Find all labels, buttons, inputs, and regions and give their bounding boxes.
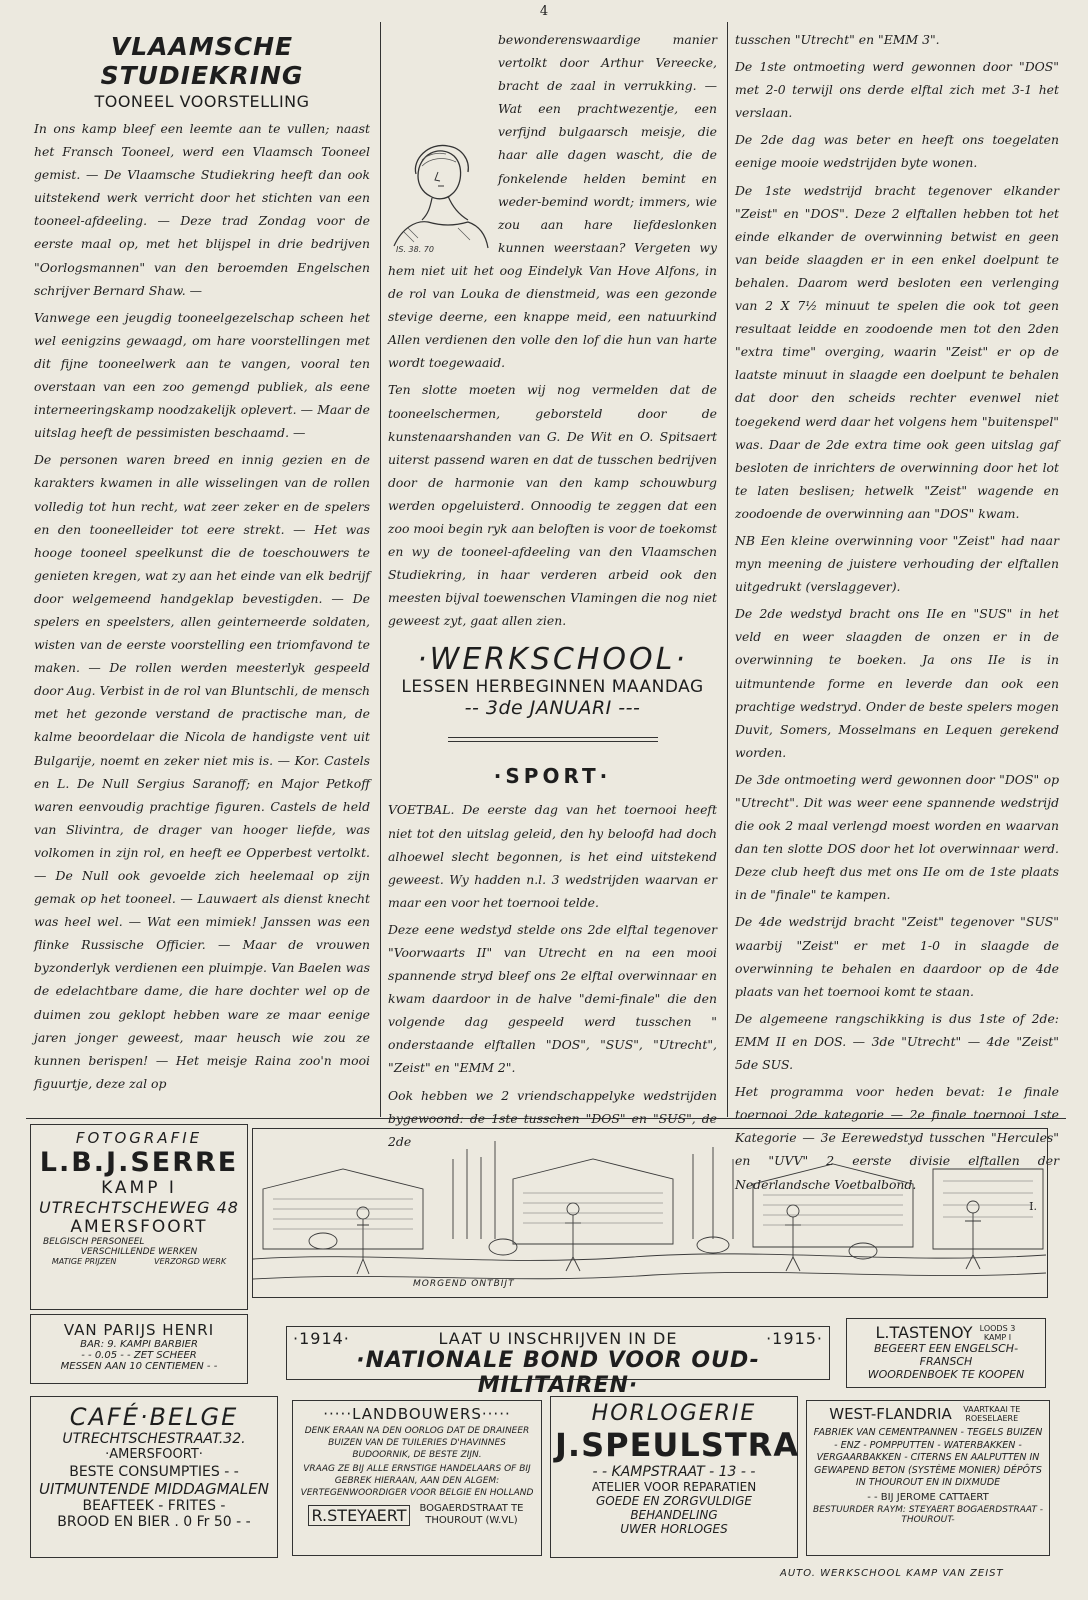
landbouwers-title: ·····LANDBOUWERS····· xyxy=(323,1405,511,1423)
report-paragraph: Het programma voor heden bevat: 1e finale toernooi 2de kategorie — 2e finale toernooi 1ste Kategorie — 3e Eerewedstyd tusschen "Hercules" en "UVV" 2 eerste divisie elftallen der Nederlandsche Voetbalbond. xyxy=(735,1084,1059,1192)
westflandria-location: VAARTKAAI TE ROESELAERE xyxy=(963,1405,1021,1423)
westflandria-ad xyxy=(806,1400,1050,1556)
werkschool-date: -- 3de JANUARI --- xyxy=(464,697,641,720)
horlogerie-line: GOEDE EN ZORGVULDIGE BEHANDELING xyxy=(596,1494,752,1522)
fotografie-name: L.B.J.SERRE xyxy=(39,1147,239,1178)
breakfast-sketch xyxy=(252,1128,1048,1298)
fotografie-city: AMERSFOORT xyxy=(70,1217,208,1237)
landbouwers-text: VRAAG ZE BIJ ALLE ERNSTIGE HANDELAARS OF BIJ GEBREK HIERAAN, AAN DEN ALGEM: VERTEGENWOORDIGER VOOR BELGIE EN HOLLAND xyxy=(300,1464,534,1498)
westflandria-name: WEST-FLANDRIA xyxy=(829,1405,952,1423)
westflandria-bestuurder: BESTUURDER RAYM: STEYAERT BOGAERDSTRAAT -THOUROUT- xyxy=(813,1504,1043,1525)
review-paragraph: Ten slotte moeten wij nog vermelden dat de tooneelschermen, geborsteld door de kunstenaarshanden van G. De Wit en O. Spitsaert uiterst passend waren en dat de tusschen bedrijven door de harmonie van den kamp schouwburg werden opgeluisterd. Onnoodig te zeggen dat een zoo mooi begin ryk aan beloften is voor de toekomst en wy de tooneel-afdeeling van den Vlaamschen Studiekring, in haar verderen arbeid ook den meesten bijval toewenschen Vlamingen die nog niet geweest zyt, gaat allen zien. xyxy=(388,382,717,629)
sport-title: ·SPORT· xyxy=(493,764,612,789)
sport-title-text: SPORT xyxy=(505,764,600,789)
horlogerie-line: UWER HORLOGES xyxy=(620,1522,728,1536)
report-paragraph: tusschen "Utrecht" en "EMM 3". xyxy=(735,32,940,47)
separator-line xyxy=(448,741,658,742)
cafe-name: CAFÉ·BELGE xyxy=(69,1403,239,1431)
barbier-name: VAN PARIJS HENRI xyxy=(63,1321,215,1339)
cafe-line: UITMUNTENDE MIDDAGMALEN xyxy=(39,1480,269,1498)
sport-report-column xyxy=(727,22,1067,1213)
bond-year-start: ·1914· xyxy=(293,1329,350,1348)
portrait-signature: IS. 38. 70 xyxy=(396,245,434,254)
horlogerie-street: - - KAMPSTRAAT - 13 - - xyxy=(592,1464,756,1480)
bond-year-end: ·1915· xyxy=(766,1329,823,1348)
landbouwers-text: DENK ERAAN NA DEN OORLOG DAT DE DRAINEER BUIZEN VAN DE TUILERIES D'HAVINNES BUDOORNIK, DE BESTE ZIJN. xyxy=(304,1426,530,1460)
sketch-caption: MORGEND ONTBIJT xyxy=(413,1279,515,1289)
fotografie-ad xyxy=(30,1124,248,1310)
cafe-line: BEAFTEEK - FRITES - xyxy=(82,1498,226,1514)
report-paragraph: De 2de dag was beter en heeft ons toegelaten eenige mooie wedstrijden byte wonen. xyxy=(735,132,1059,171)
barbier-line: - - 0.05 - - ZET SCHEER xyxy=(81,1350,197,1361)
fotografie-line: BELGISCH PERSONEEL xyxy=(43,1237,145,1247)
review-text: bewonderenswaardige manier vertolkt door Arthur Vereecke, bracht de zaal in verrukking. — Wat een prachtwezentje, een verfijnd bulgaarsch meisje, die haar alle dagen wascht, die de fonkelende helden bemint en weder-bemind wordt; immers, wie zou aan hare liefdeslonken kunnen weerstaan? Vergeten wy hem niet uit het oog Eindelyk Van Hove Alfons, in de rol van Louka de dienstmeid, was een gezonde stevige deerne, een knappe meid, een natuurkind Allen verdienen den volle den lof die hun van harte wordt toegewaaid. xyxy=(388,32,717,371)
westflandria-body: FABRIEK VAN CEMENTPANNEN - TEGELS BUIZEN - ENZ - POMPPUTTEN - WATERBAKKEN - VERGAARBAKKEN - CITERNS EN AALPUTTEN IN GEWAPEND BETON (SYSTÈME MONIER) DÉPÔTS IN THOUROUT EN IN DIXMUDE xyxy=(813,1427,1043,1488)
sport-paragraph: Deze eene wedstyd stelde ons 2de elftal tegenover "Voorwaarts II" van Utrecht en na een mooi spannende stryd bleef ons 2e elftal overwinnaar en kwam daardoor in de halve "demi-finale" die den volgende dag gespeeld werd tusschen " onderstaande elftallen "DOS", "SUS", "Utrecht", "Zeist" en "EMM 2". xyxy=(388,921,717,1076)
report-paragraph: De 4de wedstrijd bracht "Zeist" tegenover "SUS" waarbij "Zeist" er met 1-0 in slaagde de overwinning te behalen en daardoor op de 4de plaats van het toernooi komt te staan. xyxy=(735,914,1059,999)
tastenoy-line: BEGEERT EEN ENGELSCH-FRANSCH xyxy=(873,1342,1019,1368)
tastenoy-line: WOORDENBOEK TE KOOPEN xyxy=(867,1368,1025,1381)
landbouwers-contact xyxy=(299,1503,535,1527)
cafe-line: BROOD EN BIER . 0 Fr 50 - - xyxy=(57,1514,251,1530)
report-paragraph: De algemeene rangschikking is dus 1ste of 2de: EMM II en DOS. — 3de "Utrecht" — 4de "Zeist" 5de SUS. xyxy=(735,1010,1059,1073)
cafe-belge-ad xyxy=(30,1396,278,1558)
section-divider xyxy=(26,1118,1066,1119)
tastenoy-location: LOODS 3 KAMP I xyxy=(979,1323,1016,1342)
horlogerie-ad xyxy=(550,1396,798,1558)
middle-column xyxy=(380,22,725,1149)
bond-call: LAAT U INSCHRIJVEN IN DE xyxy=(438,1329,678,1348)
sport-paragraph: VOETBAL. De eerste dag van het toernooi heeft niet tot den uitslag geleid, den hy beloofd had doch alhoewel slecht begonnen, is het eind uitstekend geweest. Wy hadden n.l. 3 wedstrijden waarvan er maar een voor het toernooi telde. xyxy=(388,802,717,910)
barbier-line: BAR: 9. KAMPI BARBIER xyxy=(80,1339,198,1350)
separator-line xyxy=(448,737,658,738)
report-paragraph: NB Een kleine overwinning voor "Zeist" had naar myn meening de juistere verhouding der elftallen uitgedrukt (verslaggever). xyxy=(735,532,1059,595)
studiekring-title: VLAAMSCHE STUDIEKRING xyxy=(100,32,304,90)
barbier-ad xyxy=(30,1314,248,1384)
landbouwers-name: R.STEYAERT xyxy=(308,1505,411,1526)
page-number: 4 xyxy=(539,4,549,19)
fotografie-prices: MATIGE PRIJZEN xyxy=(51,1257,117,1266)
bond-top xyxy=(293,1329,823,1348)
studiekring-subtitle: TOONEEL VOORSTELLING xyxy=(94,92,310,111)
report-paragraph: De 1ste wedstrijd bracht tegenover elkander "Zeist" en "DOS". Deze 2 elftallen hebben tot het einde elkander de overwinning betwist en geen van beide slaagden er in een enkel doelpunt te behalen. Daarom werd besloten een verlenging van 2 X 7½ minuut te spelen die ook tot geen resultaat leidde en zoodoende men tot den 2den "extra time" overging, waarin "Zeist" er op de laatste minuut in slaagde een doelpunt te behalen dat door den scheids rechter evenwel niet toegekend werd daar het volgens hem "buitenspel" was. Daar de 2de extra time ook geen uitslag gaf besloten de inrichters de overwinning door het lot te laten beslisen; hetwelk "Zeist" wagende en zoodoende de overwinning aan "DOS" kwam. xyxy=(735,182,1059,521)
camp-scene-illustration xyxy=(253,1129,1046,1296)
review-paragraph xyxy=(388,28,717,374)
tastenoy-ad xyxy=(846,1318,1046,1388)
tastenoy-name: L.TASTENOY xyxy=(875,1323,973,1342)
cafe-street: UTRECHTSCHESTRAAT.32. xyxy=(62,1431,246,1447)
studiekring-column xyxy=(26,22,378,1117)
tastenoy-head xyxy=(851,1323,1041,1342)
werkschool-title: ·WERKSCHOOL· xyxy=(417,642,688,678)
printer-credit: AUTO. WERKSCHOOL KAMP VAN ZEIST xyxy=(780,1568,1004,1579)
horlogerie-title: HORLOGERIE xyxy=(591,1401,757,1426)
cafe-line: BESTE CONSUMPTIES - - xyxy=(69,1464,239,1480)
studiekring-paragraph: In ons kamp bleef een leemte aan te vullen; naast het Fransch Tooneel, werd een Vlaamsch Tooneel gemist. — De Vlaamsche Studiekring heeft dan ook uitstekend werk verricht door het stichten van een tooneel-afdeeling. — Deze trad Zondag voor de eerste maal op, met het blijspel in drie bedrijven "Oorlogsmannen" van den beroemden Engelschen schrijver Bernard Shaw. — xyxy=(34,121,370,298)
horlogerie-name: J.SPEULSTRA xyxy=(555,1426,800,1464)
woman-portrait-sketch xyxy=(388,136,492,254)
report-paragraph: De 3de ontmoeting werd gewonnen door "DOS" op "Utrecht". Dit was weer eene spannende wedstrijd die ook 2 maal verlengd moest worden en waarvan dan ten slotte DOS door het lot overwinnaar werd. Deze club heeft dus met ons IIe om de 1ste plaats in de "finale" te kampen. xyxy=(735,771,1059,903)
sport-paragraph: Ook hebben we 2 vriendschappelyke wedstrijden bygewoond: de 1ste tusschen "DOS" en "SUS", de 2de xyxy=(388,1087,717,1149)
barbier-line: MESSEN AAN 10 CENTIEMEN - - xyxy=(60,1361,218,1372)
report-paragraph: De 2de wedstyd bracht ons IIe en "SUS" in het veld en weer slaagden de onzen er in de overwinning te boeken. Ja ons IIe is in uitmuntende forme en leverde dan ook een prachtige wedstryd. Onder de beste spelers mogen Duvit, Somers, Mosselmans en Lequen gerekend worden. xyxy=(735,606,1059,760)
bond-ad xyxy=(286,1326,830,1398)
fotografie-line: VERSCHILLENDE WERKEN xyxy=(80,1247,198,1257)
horlogerie-line: ATELIER VOOR REPARATIEN xyxy=(591,1480,757,1494)
westflandria-agent: - - BIJ JEROME CATTAERT xyxy=(867,1491,989,1503)
werkschool-line: LESSEN HERBEGINNEN MAANDAG xyxy=(401,677,704,698)
westflandria-head xyxy=(811,1405,1045,1423)
fotografie-header: FOTOGRAFIE xyxy=(75,1129,203,1147)
cafe-city: ·AMERSFOORT· xyxy=(105,1447,203,1462)
fotografie-kamp: KAMP I xyxy=(101,1178,177,1198)
bond-name: ·NATIONALE BOND VOOR OUD-MILITAIREN· xyxy=(356,1348,760,1398)
fotografie-work: VERZORGD WERK xyxy=(154,1257,227,1266)
fotografie-footer xyxy=(33,1257,245,1266)
landbouwers-address: BOGAERDSTRAAT TE THOUROUT (W.VL) xyxy=(419,1503,524,1526)
report-paragraph: De 1ste ontmoeting werd gewonnen door "DOS" met 2-0 terwijl ons derde elftal zich met 3-1 het verslaan. xyxy=(735,59,1059,121)
report-signature: I. xyxy=(1029,1199,1037,1213)
landbouwers-ad xyxy=(292,1400,542,1556)
studiekring-paragraph: Vanwege een jeugdig tooneelgezelschap scheen het wel eenigzins gewaagd, om hare voorstellingen met dit fijne tooneelwerk aan te vangen, vooral ten overstaan van een zoo gemengd publiek, als eene interneeringskamp noodzakelijk oplevert. — Maar de uitslag heeft de pessimisten beschaamd. — xyxy=(34,309,370,441)
fotografie-street: UTRECHTSCHEWEG 48 xyxy=(39,1198,239,1217)
studiekring-paragraph: De personen waren breed en innig gezien en de karakters kwamen in alle wisselingen van de rollen volledig tot hun recht, wat zeer zeker en de spelers en den tooneelleider tot eere strekt. — Het was hooge tooneel speelkunst die de toeschouwers te genieten kregen, wat zy aan het einde van elk bedrijf door welgemeend handgeklap bevestigden. — De spelers en speelsters, allen geinterneerde soldaten, wisten van de eerste voorstelling een triomfavond te maken. — De rollen werden meesterlyk gespeeld door Aug. Verbist in de rol van Bluntschli, de mensch met het gezonde verstand de practische man, de kalme beoordelaar die Nicola de handigste vent uit Bulgarije, noemt en zeker niet mis is. — Kor. Castels en L. De Null Sergius Saranoff; en Major Petkoff waren eenvoudig prachtige figuren. Castels de held van Slivintra, de drager van hooger liefde, was volkomen in zijn rol, en heeft ee Opperbest vertolkt. — De Null ook gevoelde zich heelemaal op zijn gemak op het tooneel. — Lauwaert als dienst knecht was heel wel. — Wat een mimiek! Janssen was een flinke Russische Officier. — Maar de vrouwen byzonderlyk verdienen een pluimpje. Van Baelen was de edelachtbare dame, die hare dochter wel op de duimen zou geklopt hebben ware ze maar eenige jaren jonger geweest, maar heusch wie zou ze kunnen berispen! — Het meisje Raina zoo'n mooi figuurtje, deze zal op xyxy=(34,452,370,1091)
